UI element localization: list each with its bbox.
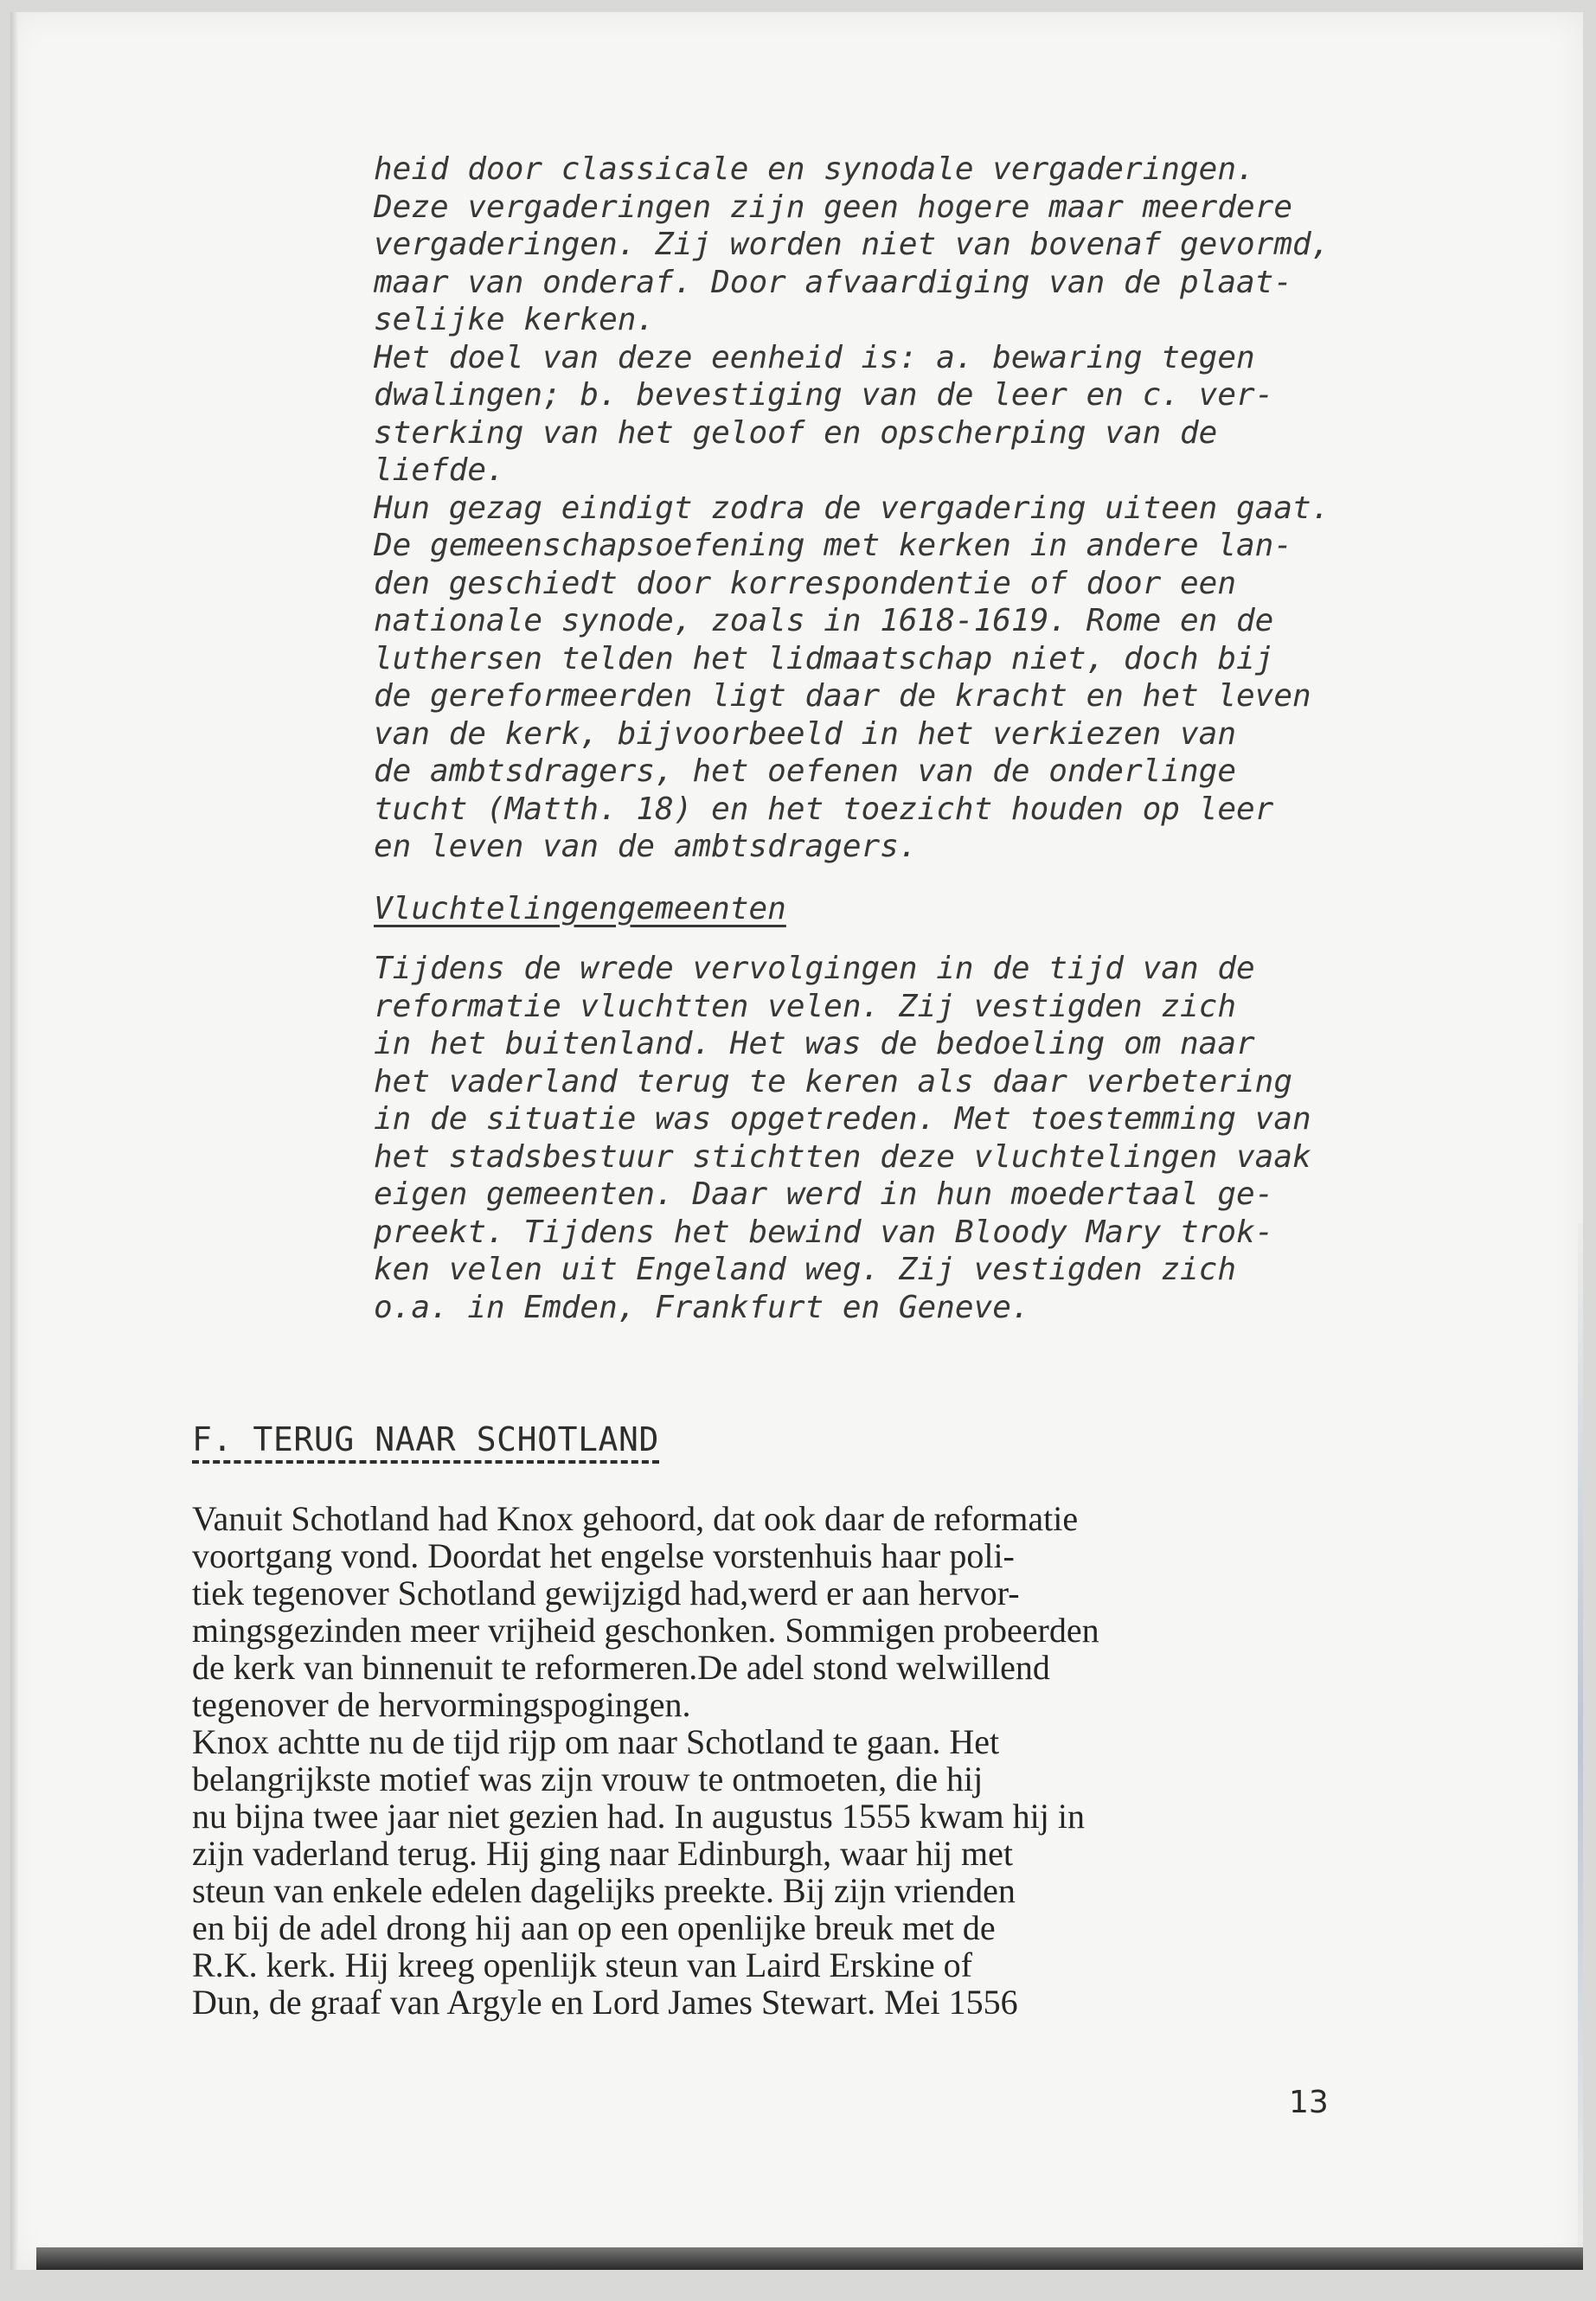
text-line: Hun gezag eindigt zodra de vergadering uiteen gaat. xyxy=(374,490,1330,526)
text-line: de kerk van binnenuit te reformeren.De adel stond welwillend xyxy=(192,1648,1050,1687)
text-line: Het doel van deze eenheid is: a. bewaring tegen xyxy=(374,339,1255,375)
text-line: o.a. in Emden, Frankfurt en Geneve. xyxy=(374,1289,1030,1325)
text-line: en leven van de ambtsdragers. xyxy=(374,829,918,864)
text-line: eigen gemeenten. Daar werd in hun moedertaal ge- xyxy=(374,1176,1274,1212)
page-number: 13 xyxy=(1289,2085,1329,2120)
text-line: belangrijkste motief was zijn vrouw te ontmoeten, die hij xyxy=(192,1759,984,1798)
text-line: tiek tegenover Schotland gewijzigd had,werd er aan hervor- xyxy=(192,1574,1020,1612)
text-line: Dun, de graaf van Argyle en Lord James Stewart. Mei 1556 xyxy=(192,1983,1018,2022)
book-cover-edge xyxy=(36,2247,1583,2270)
typed-paragraph-1 xyxy=(374,151,1394,866)
typed-paragraph-2 xyxy=(374,950,1394,1326)
text-line: liefde. xyxy=(374,452,505,488)
text-line: De gemeenschapsoefening met kerken in andere lan- xyxy=(374,528,1293,563)
text-line: het stadsbestuur stichtten deze vluchtelingen vaak xyxy=(374,1138,1311,1175)
text-line: zijn vaderland terug. Hij ging naar Edinburgh, waar hij met xyxy=(192,1834,1013,1873)
text-line: reformatie vluchtten velen. Zij vestigden zich xyxy=(374,988,1236,1024)
text-line: van de kerk, bijvoorbeeld in het verkiezen van xyxy=(374,715,1236,752)
text-line: Tijdens de wrede vervolgingen in de tijd van de xyxy=(374,951,1255,986)
text-line: Knox achtte nu de tijd rijp om naar Schotland te gaan. Het xyxy=(192,1722,1000,1761)
text-line: mingsgezinden meer vrijheid geschonken. Sommigen probeerden xyxy=(192,1611,1099,1650)
page-left-edge xyxy=(10,12,19,2270)
page-right-edge xyxy=(1578,1223,1583,2261)
subheading-vluchtelingengemeenten: Vluchtelingengemeenten xyxy=(374,890,786,926)
text-line: heid door classicale en synodale vergaderingen. xyxy=(374,151,1255,187)
text-line: R.K. kerk. Hij kreeg openlijk steun van Laird Erskine of xyxy=(192,1945,972,1984)
text-line: Vanuit Schotland had Knox gehoord, dat ook daar de reformatie xyxy=(192,1499,1079,1538)
text-line: luthersen telden het lidmaatschap niet, doch bij xyxy=(374,640,1274,676)
text-line: maar van onderaf. Door afvaardiging van de plaat- xyxy=(374,264,1293,300)
text-line: voortgang vond. Doordat het engelse vorstenhuis haar poli- xyxy=(192,1536,1015,1575)
section-f-body xyxy=(192,1500,1412,2021)
text-line: tegenover de hervormingspogingen. xyxy=(192,1685,691,1724)
section-heading-f: F. TERUG NAAR SCHOTLAND xyxy=(192,1420,659,1464)
text-line: dwalingen; b. bevestiging van de leer en c. ver- xyxy=(374,377,1274,413)
text-line: en bij de adel drong hij aan op een openlijke breuk met de xyxy=(192,1908,996,1947)
text-line: preekt. Tijdens het bewind van Bloody Mary trok- xyxy=(374,1214,1274,1250)
text-line: nationale synode, zoals in 1618-1619. Rome en de xyxy=(374,603,1274,638)
text-line: sterking van het geloof en opscherping van de xyxy=(374,414,1218,451)
text-line: het vaderland terug te keren als daar verbetering xyxy=(374,1063,1293,1099)
typed-text-block xyxy=(374,151,1394,1326)
text-line: den geschiedt door korrespondentie of door een xyxy=(374,565,1236,601)
text-line: ken velen uit Engeland weg. Zij vestigden zich xyxy=(374,1252,1236,1287)
text-line: vergaderingen. Zij worden niet van bovenaf gevormd, xyxy=(374,227,1330,262)
text-line: in het buitenland. Het was de bedoeling om naar xyxy=(374,1026,1255,1061)
text-line: in de situatie was opgetreden. Met toestemming van xyxy=(374,1101,1311,1137)
text-line: Deze vergaderingen zijn geen hogere maar meerdere xyxy=(374,189,1293,225)
text-line: de ambtsdragers, het oefenen van de onderlinge xyxy=(374,753,1236,789)
document-page xyxy=(10,12,1583,2270)
text-line: nu bijna twee jaar niet gezien had. In augustus 1555 kwam hij in xyxy=(192,1797,1085,1836)
text-line: de gereformeerden ligt daar de kracht en het leven xyxy=(374,678,1311,714)
text-line: steun van enkele edelen dagelijks preekte. Bij zijn vrienden xyxy=(192,1871,1016,1910)
text-line: selijke kerken. xyxy=(374,302,656,337)
text-line: tucht (Matth. 18) en het toezicht houden op leer xyxy=(374,791,1274,827)
